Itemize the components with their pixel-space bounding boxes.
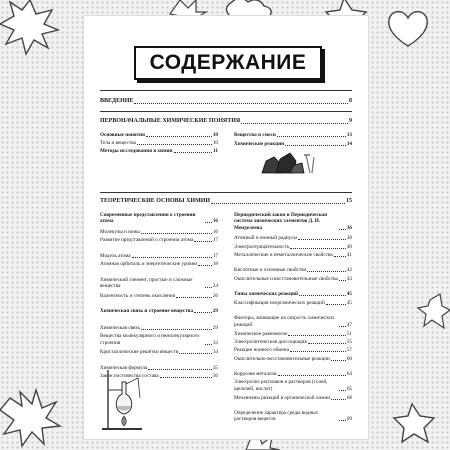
toc-entry-label: Валентность и степень окисления: [100, 292, 175, 299]
toc-entry-page: 9: [349, 118, 352, 124]
toc-entry: [100, 253, 218, 259]
toc-entry: [100, 333, 218, 346]
toc-entry: [100, 148, 218, 154]
toc-entry-page: 10: [212, 132, 218, 138]
toc-entry-page: 51: [346, 330, 352, 337]
toc-entry: [234, 132, 352, 138]
toc-entry-label: Химический элемент, простые и сложные вещества: [100, 277, 193, 290]
toc-entry: [234, 347, 352, 353]
toc-entry-page: 33: [212, 339, 218, 346]
toc-entry-page: 29: [212, 324, 218, 331]
leader-dots: [326, 304, 346, 305]
toc-entry-label: Кристаллические решётки веществ: [100, 349, 179, 355]
toc-entry-page: 45: [346, 290, 352, 297]
toc-entry-label: Атомная орбиталь и энергетические уровни: [100, 261, 198, 268]
leader-dots: [334, 256, 346, 257]
toc-entry: [234, 379, 352, 392]
toc-entry-label: Развитие представлений о строении атома: [100, 237, 194, 244]
burst-shape: [418, 294, 450, 328]
section-heading: [100, 198, 352, 206]
nail-shape: [312, 157, 314, 173]
toc-entry: [234, 267, 352, 273]
leader-dots: [241, 123, 348, 124]
toc-entry-label: Закон постоянства состава: [100, 373, 159, 380]
toc-entry-label: Типы химических реакций: [234, 290, 298, 297]
toc-entry: [234, 331, 352, 337]
toc-entry-label: Химическое равновесие: [234, 330, 288, 337]
toc-entry: [100, 132, 218, 138]
section-divider: [100, 90, 352, 91]
toc-entry-page: 65: [346, 385, 352, 392]
toc-entry-label: Методы исследования в химии: [100, 148, 173, 154]
toc-entry-label: Современные представления о строении атома: [100, 212, 196, 225]
toc-entry-label: Реакции ионного обмена: [234, 347, 289, 354]
toc-entry-page: 35: [212, 364, 218, 371]
toc-entry: [234, 339, 352, 345]
toc-entry: [234, 276, 352, 282]
toc-entry-page: 8: [349, 98, 352, 104]
leader-dots: [331, 360, 346, 361]
toc-entry: [234, 244, 352, 250]
flame-shape: [122, 416, 127, 426]
toc-entry-page: 68: [346, 394, 352, 401]
leader-dots: [288, 335, 345, 336]
toc-entry-page: 42: [346, 267, 352, 274]
toc-entry-label: ТЕОРЕТИЧЕСКИЕ ОСНОВЫ ХИМИИ: [100, 198, 211, 204]
toc-entry: [234, 410, 352, 423]
toc-entry-label: Окислительные и восстановительные свойства: [234, 275, 338, 282]
toc-entry-page: 40: [346, 243, 352, 250]
toc-entry-page: 11: [213, 148, 218, 154]
toc-entry-page: 64: [346, 370, 352, 377]
toc-entry-page: 60: [346, 355, 352, 362]
contents-page: [84, 16, 368, 439]
leader-dots: [134, 103, 348, 104]
leader-dots: [339, 390, 346, 391]
section-divider: [100, 111, 352, 112]
toc-entry-label: Классификация неорганических реакций: [234, 300, 325, 307]
toc-entry-label: Определение характера среды водных растворов веществ: [234, 409, 319, 423]
toc-entry: [234, 300, 352, 306]
toc-entry-label: Металлические и неметаллические свойства: [234, 251, 333, 258]
leader-dots: [290, 248, 345, 249]
toc-entry: [234, 235, 352, 241]
toc-entry-page: 43: [346, 275, 352, 282]
leader-dots: [205, 287, 212, 288]
leader-dots: [339, 280, 346, 281]
leader-dots: [160, 377, 212, 378]
toc-entry-label: Тела и вещества: [100, 140, 136, 146]
toc-entry-page: 45: [346, 300, 352, 307]
toc-entry: [100, 293, 218, 299]
toc-entry-label: Атомный и ионный радиусы: [234, 235, 298, 242]
leader-dots: [299, 295, 346, 296]
toc-entry-page: 57: [346, 347, 352, 354]
toc-entry-page: 13: [346, 132, 352, 138]
toc-entry-page: 36: [346, 224, 352, 231]
leader-dots: [307, 271, 346, 272]
toc-entry: [234, 212, 352, 231]
burst-shape: [0, 390, 60, 446]
toc-entry-page: 10: [212, 140, 218, 146]
toc-entry-label: Коррозия металлов: [234, 370, 277, 377]
leader-dots: [211, 203, 345, 204]
leader-dots: [339, 326, 346, 327]
leader-dots: [194, 241, 212, 242]
toc-entry: [234, 315, 352, 328]
leader-dots: [179, 353, 212, 354]
toc-entry-page: 36: [212, 373, 218, 380]
toc-entry: [100, 261, 218, 267]
toc-entry: [234, 141, 352, 147]
title-box: [134, 46, 322, 80]
toc-entry-page: 15: [346, 198, 352, 204]
toc-entry: [100, 308, 218, 314]
toc-entry-label: Основные понятия: [100, 132, 145, 138]
toc-entry-page: 55: [346, 339, 352, 345]
toc-entry-page: 16: [212, 228, 218, 235]
toc-entry-page: 47: [346, 321, 352, 328]
toc-entry: [100, 237, 218, 243]
toc-entry-label: Периодический закон и Периодическая система химических элементов Д. И. Менделеева: [234, 212, 328, 231]
toc-entry-label: Электроотрицательность: [234, 243, 290, 250]
rocks-illustration: [260, 149, 320, 175]
toc-entry: [234, 252, 352, 258]
toc-entry-page: 18: [212, 261, 218, 268]
leader-dots: [205, 344, 212, 345]
toc-entry-page: 26: [212, 292, 218, 299]
toc-entry-label: Вещества молекулярного и немолекулярного строения: [100, 333, 200, 346]
toc-entry-page: 29: [212, 308, 218, 315]
toc-entry-label: ПЕРВОНАЧАЛЬНЫЕ ХИМИЧЕСКИЕ ПОНЯТИЯ: [100, 118, 241, 124]
leader-dots: [194, 312, 212, 313]
toc-entry-page: 41: [346, 251, 352, 258]
toc-entry-label: Электролитическая диссоциация: [234, 339, 307, 345]
toc-entry: [100, 325, 218, 331]
toc-entry: [100, 212, 218, 225]
toc-entry: [100, 277, 218, 290]
star-shape: [394, 404, 434, 442]
toc-entry: [100, 140, 218, 146]
leader-dots: [137, 144, 212, 145]
leader-dots: [277, 136, 346, 137]
toc-entry-page: 16: [212, 218, 218, 225]
toc-entry-page: 69: [346, 416, 352, 423]
toc-entry: [234, 356, 352, 362]
toc-entry-label: Химическая связь: [100, 324, 140, 331]
toc-entry-page: 34: [212, 349, 218, 355]
leader-dots: [285, 145, 346, 146]
toc-entry-label: Химические реакции: [234, 141, 285, 147]
toc-entry: [100, 349, 218, 355]
toc-entry-page: 14: [346, 141, 352, 147]
toc-entry-label: Модель атома: [100, 252, 131, 259]
leader-dots: [339, 229, 346, 230]
toc-entry-label: Вещества и смеси: [234, 132, 276, 138]
leader-dots: [205, 222, 212, 223]
leader-dots: [141, 329, 212, 330]
burst-shape: [0, 0, 58, 54]
leader-dots: [176, 297, 212, 298]
lab-flask-illustration: [102, 368, 144, 432]
toc-entry: [100, 229, 218, 235]
cloud-shape: [226, 0, 271, 16]
leader-dots: [290, 351, 346, 352]
toc-entry-label: Кислотные и основные свойства: [234, 267, 306, 274]
leader-dots: [298, 239, 346, 240]
nail-shape: [306, 155, 310, 173]
toc-entry-page: 24: [212, 283, 218, 290]
leader-dots: [146, 136, 212, 137]
leader-dots: [148, 369, 211, 370]
toc-entry-label: Молекулы и ионы: [100, 228, 140, 235]
section-heading: [100, 98, 352, 106]
toc-entry-label: Механизмы реакций в органической химии: [234, 394, 330, 401]
toc-entry: [234, 371, 352, 377]
toc-entry-label: Электролиз расплавов и растворов (солей, щелочей, кислот): [234, 379, 328, 392]
leader-dots: [174, 152, 213, 153]
leader-dots: [141, 233, 212, 234]
leader-dots: [308, 343, 346, 344]
toc-entry-label: Химическая формула: [100, 364, 148, 371]
toc-entry: [234, 291, 352, 297]
leader-dots: [331, 399, 346, 400]
toc-entry-label: Химическая связь и строение вещества: [100, 308, 194, 315]
leader-dots: [278, 375, 346, 376]
heart-shape: [389, 12, 427, 46]
toc-entry-label: Окислительно-восстановительные реакции: [234, 355, 330, 362]
section-divider: [100, 192, 352, 193]
toc-entry-label: ВВЕДЕНИЕ: [100, 98, 134, 104]
page-title: СОДЕРЖАНИЕ: [149, 51, 307, 74]
leader-dots: [339, 420, 346, 421]
toc-entry-label: Факторы, влияющие на скорость химических реакций: [234, 315, 335, 328]
section-heading: [100, 118, 352, 126]
toc-entry: [234, 395, 352, 401]
toc-entry-page: 17: [212, 237, 218, 244]
leader-dots: [132, 257, 212, 258]
leader-dots: [198, 265, 212, 266]
toc-entry-page: 38: [346, 235, 352, 242]
toc-entry-page: 17: [212, 252, 218, 259]
